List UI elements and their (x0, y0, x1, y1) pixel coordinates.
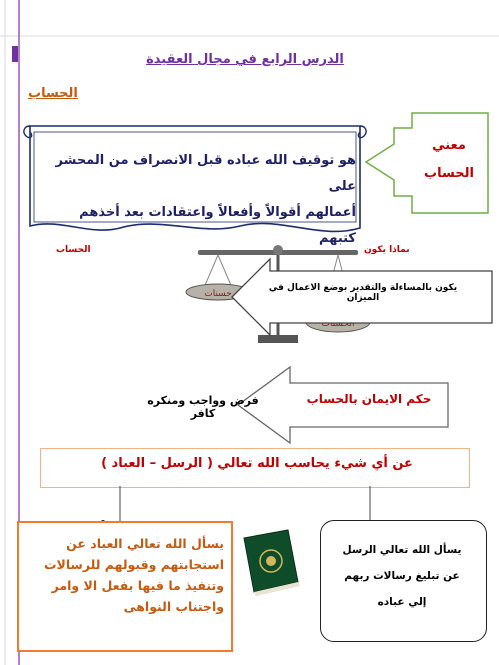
scale-note: يكون بالمساءلة والتقدير بوضع الاعمال في الميزان (268, 283, 458, 303)
ruling-label: حكم الايمان بالحساب (306, 392, 432, 406)
definition-line-2: أعمالهم أقوالاً وأفعالاً واعتقادات بعد أخذهم كتبهم (79, 205, 356, 246)
hisab-label: الحساب (56, 245, 91, 255)
scale-pan-left: حسنات (204, 289, 232, 299)
servants-line-1: يسأل الله تعالي العباد عن (66, 536, 224, 551)
messengers-answer-text (326, 537, 478, 615)
definition-line-1: هو توقيف الله عباده قبل الانصراف من المحشر على (55, 153, 356, 194)
meaning-label-1: معني (432, 138, 466, 153)
how-label: بماذا يكون (364, 245, 410, 255)
servants-line-4: واجتناب النواهى (123, 599, 224, 614)
meaning-label-2: الحساب (424, 166, 474, 181)
messengers-line-2: عن تبليغ رسالات ربهم (344, 570, 460, 582)
section-title: الحساب (28, 86, 78, 101)
messengers-line-1: يسأل الله تعالي الرسل (342, 544, 462, 556)
messengers-line-3: إلي عباده (377, 596, 427, 608)
meaning-label-box (414, 132, 484, 188)
servants-answer-text (22, 533, 224, 617)
scale-pan-right: الحسنات (321, 319, 355, 329)
quran-book-image (240, 526, 302, 596)
lesson-title: الدرس الرابع في مجال العقيدة (146, 52, 344, 67)
question-text: عن أي شيء يحاسب الله تعالي ( الرسل – العباد ) (101, 456, 413, 471)
servants-line-3: وتنفيذ ما فيها بفعل الا وامر (51, 578, 224, 593)
servants-line-2: استجابتهم وقبولهم للرسالات (43, 557, 224, 572)
ruling-value: فرض وواجب ومنكره كافر (147, 394, 259, 420)
definition-text (40, 148, 356, 252)
